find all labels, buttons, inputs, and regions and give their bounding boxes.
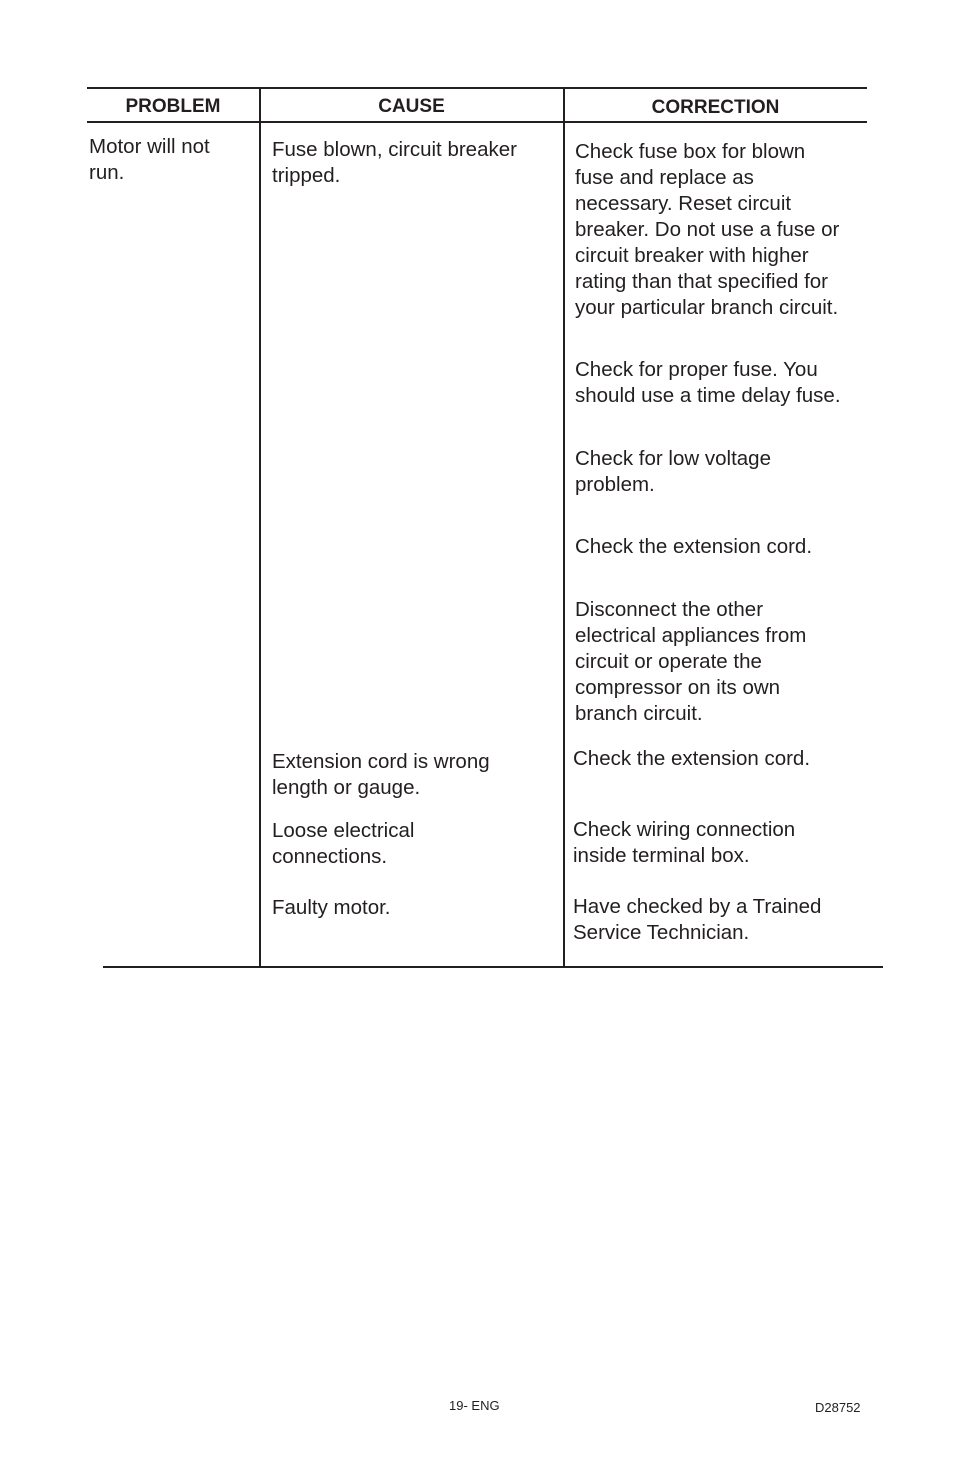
cause-fuse-blown: Fuse blown, circuit breaker tripped. <box>272 138 517 187</box>
correction-extension-cord: Check the extension cord. <box>575 535 813 558</box>
correction-wiring-connection: Check wiring connection inside terminal box. <box>573 818 796 867</box>
correction-disconnect-appliances: Disconnect the other electrical appliances from circuit or operate the compressor on its own branch circuit. <box>575 598 807 725</box>
document-id: D28752 <box>815 1400 861 1415</box>
column-divider-2 <box>563 88 565 967</box>
problem-text: Motor will not run. <box>89 135 210 184</box>
header-problem: PROBLEM <box>125 96 221 117</box>
correction-low-voltage: Check for low voltage problem. <box>575 447 771 496</box>
table-bottom-rule <box>103 966 883 968</box>
correction-fuse-box: Check fuse box for blown fuse and replace as necessary. Reset circuit breaker. Do not use a fuse or circuit breaker with higher rating than that specified for your particular branch circuit. <box>575 140 840 319</box>
header-cause: CAUSE <box>378 96 445 117</box>
table-top-rule <box>87 87 867 89</box>
cause-extension-cord: Extension cord is wrong length or gauge. <box>272 750 490 799</box>
correction-extension-cord-2: Check the extension cord. <box>573 747 811 770</box>
column-divider-1 <box>259 88 261 967</box>
header-correction: CORRECTION <box>651 97 780 118</box>
correction-trained-technician: Have checked by a Trained Service Technician. <box>573 895 822 944</box>
page-number: 19- ENG <box>449 1398 500 1413</box>
header-bottom-rule <box>87 121 867 123</box>
correction-proper-fuse: Check for proper fuse. You should use a time delay fuse. <box>575 358 841 407</box>
cause-faulty-motor: Faulty motor. <box>272 896 391 919</box>
cause-loose-connections: Loose electrical connections. <box>272 819 415 868</box>
